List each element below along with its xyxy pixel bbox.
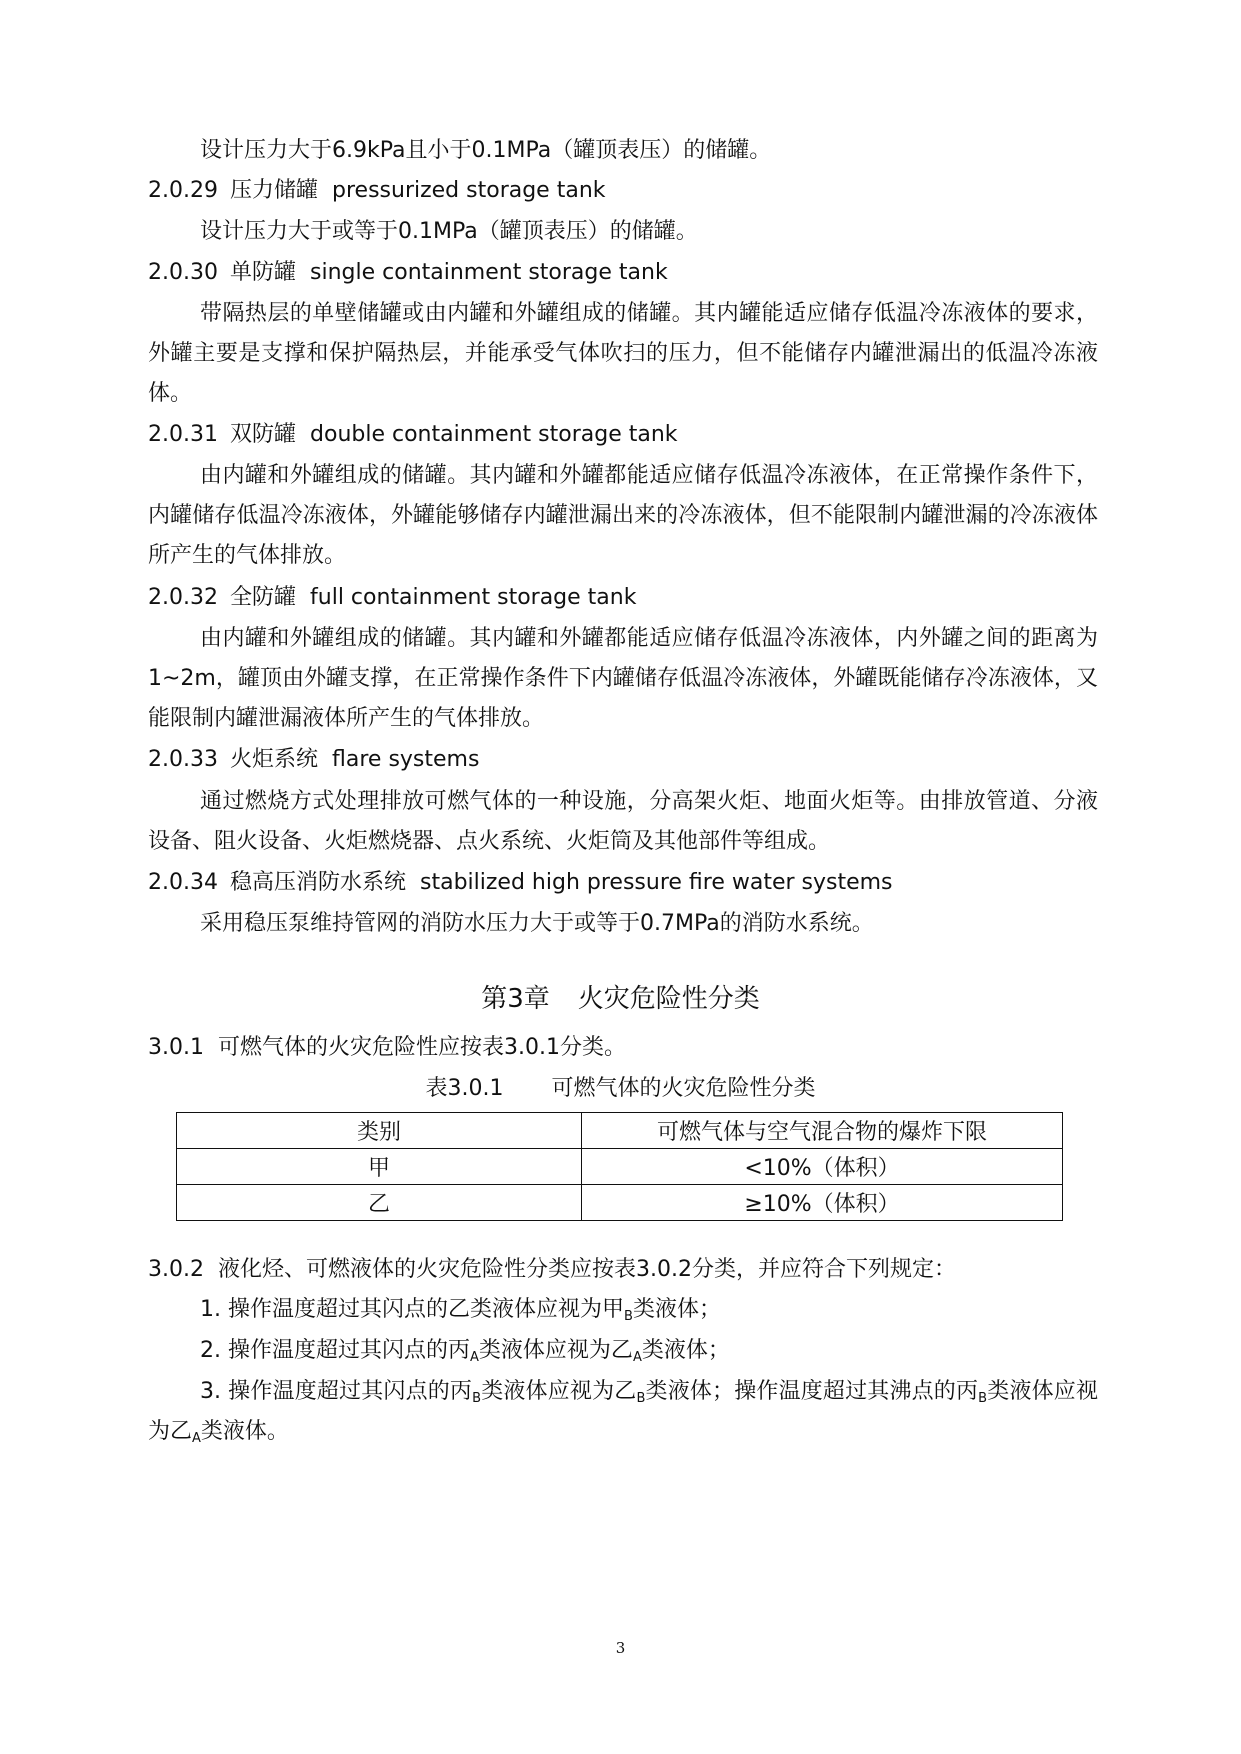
- page-number: 3: [615, 1639, 626, 1657]
- item-text: 类液体应视为乙: [481, 1379, 637, 1404]
- list-item-2: [200, 1337, 1150, 1365]
- term-chinese: 压力储罐: [230, 178, 319, 203]
- subscript: B: [978, 1391, 988, 1406]
- clause-302: [148, 1256, 1098, 1284]
- chapter-number: 第3章: [481, 984, 550, 1014]
- item-text: 类液体；: [641, 1338, 730, 1363]
- clause-text: 可燃气体的火灾危险性应按表3.0.1分类。: [218, 1035, 626, 1060]
- term-body-2033: 通过燃烧方式处理排放可燃气体的一种设施，分高架火炬、地面火炬等。由排放管道、分液设备、阻火设备、火炬燃烧器、点火系统、火炬筒及其他部件等组成。: [148, 789, 1098, 854]
- clause-number: 3.0.2: [148, 1257, 204, 1282]
- table-cell: <10%（体积）: [582, 1149, 1063, 1185]
- item-text: 操作温度超过其闪点的丙: [228, 1338, 471, 1363]
- table-cell: 甲: [177, 1149, 582, 1185]
- term-chinese: 双防罐: [230, 422, 297, 447]
- subscript: A: [632, 1350, 642, 1365]
- term-heading-2033: [148, 746, 1098, 774]
- term-heading-2034: [148, 869, 1098, 897]
- term-body-2032: 由内罐和外罐组成的储罐。其内罐和外罐都能适应储存低温冷冻液体，内外罐之间的距离为1~2m，罐顶由外罐支撑，在正常操作条件下内罐储存低温冷冻液体，外罐既能储存冷冻液体，又能限制内罐泄漏液体所产生的气体排放。: [148, 626, 1098, 731]
- subscript: A: [470, 1350, 479, 1365]
- term-heading-2029: [148, 177, 1098, 205]
- term-number: 2.0.31: [148, 422, 218, 447]
- term-body-2034: 采用稳压泵维持管网的消防水压力大于或等于0.7MPa的消防水系统。: [200, 911, 874, 936]
- term-english: double containment storage tank: [310, 422, 678, 447]
- table-row: [177, 1149, 1063, 1185]
- term-english: single containment storage tank: [310, 260, 668, 285]
- item-text: 类液体；: [632, 1297, 721, 1322]
- subscript: B: [472, 1391, 482, 1406]
- table-header-row: [177, 1113, 1063, 1149]
- subscript: B: [624, 1309, 633, 1324]
- term-number: 2.0.32: [148, 585, 218, 610]
- chapter-title: 火灾危险性分类: [577, 984, 760, 1014]
- list-item-3: [148, 1372, 1098, 1452]
- table-number: 表3.0.1: [425, 1076, 504, 1101]
- term-english: full containment storage tank: [310, 585, 637, 610]
- item-text: 类液体。: [200, 1419, 289, 1444]
- item-text: 操作温度超过其闪点的乙类液体应视为甲: [228, 1297, 625, 1322]
- flammable-gas-table: [176, 1112, 1063, 1221]
- term-chinese: 火炬系统: [230, 747, 319, 772]
- term-chinese: 全防罐: [230, 585, 297, 610]
- term-body-2030: 带隔热层的单壁储罐或由内罐和外罐组成的储罐。其内罐能适应储存低温冷冻液体的要求，外罐主要是支撑和保护隔热层，并能承受气体吹扫的压力，但不能储存内罐泄漏出的低温冷冻液体。: [148, 301, 1098, 406]
- term-chinese: 单防罐: [230, 260, 297, 285]
- intro-line: 设计压力大于6.9kPa且小于0.1MPa（罐顶表压）的储罐。: [200, 138, 772, 163]
- table-row: [177, 1185, 1063, 1221]
- item-text: 操作温度超过其闪点的丙: [228, 1379, 473, 1404]
- term-body-2031: 由内罐和外罐组成的储罐。其内罐和外罐都能适应储存低温冷冻液体，在正常操作条件下，内罐储存低温冷冻液体，外罐能够储存内罐泄漏出来的冷冻液体，但不能限制内罐泄漏的冷冻液体所产生的气体排放。: [148, 463, 1098, 568]
- item-number: 3.: [200, 1379, 221, 1404]
- term-heading-2030: [148, 259, 1098, 287]
- term-number: 2.0.30: [148, 260, 218, 285]
- clause-number: 3.0.1: [148, 1035, 204, 1060]
- item-number: 1.: [200, 1297, 221, 1322]
- term-english: flare systems: [332, 747, 480, 772]
- term-body-2029: 设计压力大于或等于0.1MPa（罐顶表压）的储罐。: [200, 219, 698, 244]
- table-cell: 乙: [177, 1185, 582, 1221]
- term-heading-2032: [148, 584, 1098, 612]
- term-number: 2.0.34: [148, 870, 218, 895]
- table-header-cell: 可燃气体与空气混合物的爆炸下限: [582, 1113, 1063, 1149]
- item-text: 类液体应视为乙: [148, 1379, 1098, 1444]
- item-number: 2.: [200, 1338, 221, 1363]
- subscript: A: [192, 1431, 201, 1446]
- table-cell: ≥10%（体积）: [582, 1185, 1063, 1221]
- term-number: 2.0.29: [148, 178, 218, 203]
- table-header-cell: 类别: [177, 1113, 582, 1149]
- term-english: stabilized high pressure fire water systems: [420, 870, 893, 895]
- clause-301: [148, 1034, 1098, 1062]
- clause-text: 液化烃、可燃液体的火灾危险性分类应按表3.0.2分类，并应符合下列规定：: [218, 1257, 956, 1282]
- chapter-heading: [0, 982, 1241, 1016]
- term-number: 2.0.33: [148, 747, 218, 772]
- item-text: 类液体应视为乙: [478, 1338, 633, 1363]
- term-heading-2031: [148, 421, 1098, 449]
- table-title: 可燃气体的火灾危险性分类: [551, 1076, 816, 1101]
- term-english: pressurized storage tank: [332, 178, 606, 203]
- table-caption: [0, 1075, 1241, 1103]
- term-chinese: 稳高压消防水系统: [230, 870, 407, 895]
- list-item-1: [200, 1296, 1150, 1324]
- subscript: B: [636, 1391, 646, 1406]
- item-text: 类液体；操作温度超过其沸点的丙: [645, 1379, 979, 1404]
